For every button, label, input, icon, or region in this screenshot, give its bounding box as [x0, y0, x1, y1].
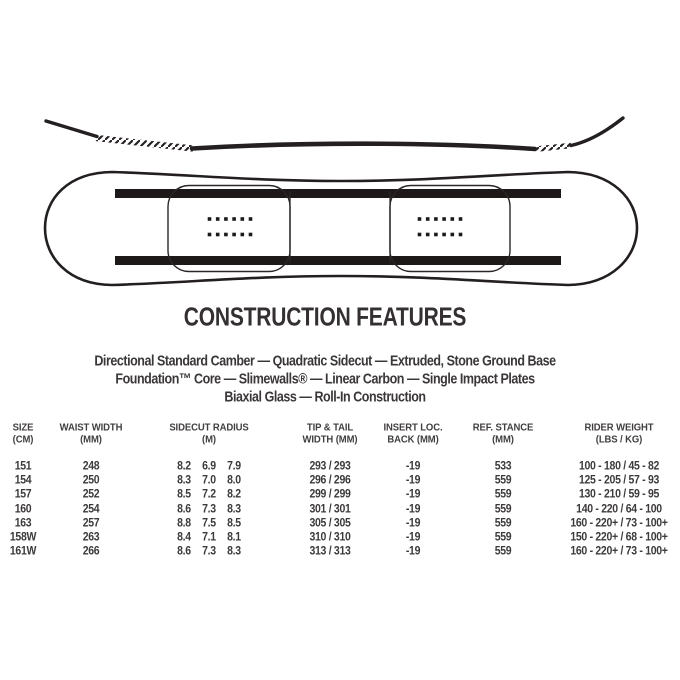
insert-hole-dot: [451, 217, 455, 221]
board-top-view-diagram: [0, 165, 680, 295]
cell-ref-stance: 559: [494, 544, 512, 558]
feature-list: [0, 352, 650, 406]
insert-hole-dot: [442, 217, 446, 221]
insert-hole-dot: [418, 217, 422, 221]
cell-tip-tail-width: 299 / 299: [309, 487, 351, 502]
spec-row: [0, 516, 680, 530]
cell-ref-stance: 559: [494, 501, 512, 516]
cell-tip-tail-width: 305 / 305: [309, 516, 351, 530]
carbon-stringer-bottom: [115, 256, 561, 265]
cell-rider-weight: 160 - 220+ / 73 - 100+: [570, 544, 668, 558]
cell-rider-weight: 125 - 205 / 57 - 93: [578, 473, 660, 488]
insert-hole-dot: [208, 217, 212, 221]
cell-waist-width: 252: [82, 487, 100, 502]
cell-waist-width: 248: [82, 459, 100, 473]
col-header-rider-weight: RIDER WEIGHT (LBS / KG): [584, 422, 654, 446]
cell-insert-loc: -19: [405, 487, 421, 502]
feature-line: Directional Standard Camber — Quadratic Sidecut — Extruded, Stone Ground Base: [94, 352, 556, 370]
spec-table-rows: [0, 459, 680, 558]
cell-rider-weight: 150 - 220+ / 68 - 100+: [570, 530, 668, 544]
cell-tip-tail-width: 301 / 301: [309, 501, 351, 516]
feature-line: Biaxial Glass — Roll-In Construction: [224, 388, 426, 406]
cell-tip-tail-width: 313 / 313: [309, 544, 351, 558]
tail-rocker-hatch-zone: [537, 146, 571, 150]
insert-hole-dot: [241, 217, 245, 221]
insert-hole-dot: [224, 217, 228, 221]
cell-size: 158W: [9, 530, 37, 544]
spec-row: [0, 530, 680, 544]
cell-insert-loc: -19: [405, 459, 421, 473]
insert-hole-dot: [232, 233, 236, 237]
insert-hole-dot: [434, 233, 438, 237]
insert-hole-dot: [451, 233, 455, 237]
spec-row: [0, 459, 680, 473]
camber-arc: [192, 144, 535, 149]
cell-sidecut-radius: 8.5 7.2 8.2: [177, 487, 241, 502]
cell-insert-loc: -19: [405, 544, 421, 558]
spec-table-header: [0, 422, 680, 444]
nose-tip-curve: [46, 121, 97, 137]
cell-rider-weight: 140 - 220 / 64 - 100: [576, 501, 662, 516]
cell-tip-tail-width: 310 / 310: [309, 530, 351, 544]
cell-waist-width: 254: [82, 501, 100, 516]
cell-sidecut-radius: 8.4 7.1 8.1: [177, 530, 241, 544]
cell-sidecut-radius: 8.3 7.0 8.0: [177, 473, 241, 488]
col-header-tip-tail-width: TIP & TAIL WIDTH (MM): [302, 422, 358, 446]
col-header-insert-loc: INSERT LOC. BACK (MM): [383, 422, 443, 446]
cell-rider-weight: 100 - 180 / 45 - 82: [578, 459, 660, 473]
cell-ref-stance: 559: [494, 516, 512, 530]
cell-sidecut-radius: 8.6 7.3 8.3: [177, 544, 241, 558]
insert-hole-dot: [459, 217, 463, 221]
cell-tip-tail-width: 293 / 293: [309, 459, 351, 473]
cell-sidecut-radius: 8.6 7.3 8.3: [177, 501, 241, 516]
carbon-stringer-top: [115, 189, 561, 198]
insert-hole-dot: [232, 217, 236, 221]
cell-size: 161W: [9, 544, 37, 558]
insert-hole-dot: [434, 217, 438, 221]
cell-waist-width: 266: [82, 544, 100, 558]
cell-ref-stance: 559: [494, 487, 512, 502]
cell-ref-stance: 559: [494, 473, 512, 488]
cell-waist-width: 250: [82, 473, 100, 488]
insert-hole-dot: [249, 233, 253, 237]
spec-row: [0, 544, 680, 558]
spec-row: [0, 487, 680, 501]
cell-ref-stance: 559: [494, 530, 512, 544]
spec-row: [0, 502, 680, 516]
cell-waist-width: 257: [82, 516, 100, 530]
insert-hole-dot: [224, 233, 228, 237]
insert-hole-dot: [216, 217, 220, 221]
insert-hole-dot: [442, 233, 446, 237]
tail-tip-curve: [571, 118, 623, 146]
cell-size: 163: [14, 516, 32, 530]
insert-hole-dot: [216, 233, 220, 237]
cell-rider-weight: 160 - 220+ / 73 - 100+: [570, 516, 668, 530]
insert-hole-dot: [249, 217, 253, 221]
cell-insert-loc: -19: [405, 530, 421, 544]
cell-sidecut-radius: 8.8 7.5 8.5: [177, 516, 241, 530]
cell-insert-loc: -19: [405, 473, 421, 488]
page-title: CONSTRUCTION FEATURES: [183, 303, 467, 332]
cell-ref-stance: 533: [494, 459, 512, 473]
feature-line: Foundation™ Core — Slimewalls® — Linear Carbon — Single Impact Plates: [115, 370, 535, 388]
cell-waist-width: 263: [82, 530, 100, 544]
col-header-ref-stance: REF. STANCE (MM): [472, 422, 534, 446]
cell-rider-weight: 130 - 210 / 59 - 95: [578, 487, 660, 502]
insert-hole-dot: [418, 233, 422, 237]
col-header-size: SIZE (CM): [12, 422, 34, 446]
cell-tip-tail-width: 296 / 296: [309, 473, 351, 488]
board-outline: [45, 172, 637, 285]
insert-hole-dot: [208, 233, 212, 237]
insert-hole-dot: [241, 233, 245, 237]
insert-hole-dot: [459, 233, 463, 237]
cell-size: 160: [14, 501, 32, 516]
insert-hole-dot: [426, 217, 430, 221]
cell-size: 157: [14, 487, 32, 502]
cell-size: 151: [14, 459, 32, 473]
col-header-waist-width: WAIST WIDTH (MM): [59, 422, 123, 446]
camber-side-profile-diagram: [0, 98, 680, 170]
cell-size: 154: [14, 473, 32, 488]
spec-row: [0, 473, 680, 487]
col-header-sidecut-radius: SIDECUT RADIUS (M): [169, 422, 249, 446]
insert-hole-dot: [426, 233, 430, 237]
cell-insert-loc: -19: [405, 501, 421, 516]
cell-sidecut-radius: 8.2 6.9 7.9: [177, 459, 241, 473]
nose-rocker-hatch-zone: [96, 138, 193, 149]
cell-insert-loc: -19: [405, 516, 421, 530]
